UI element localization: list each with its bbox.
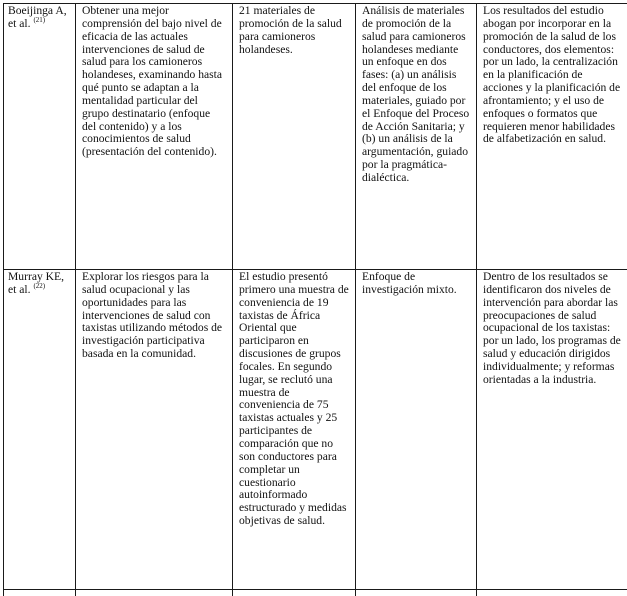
studies-table — [3, 3, 627, 596]
author-text: Boeijinga A, et al. — [8, 4, 67, 30]
reference-number: (21) — [33, 16, 45, 24]
method-text: Enfoque de investigación mixto. — [362, 271, 471, 297]
objective-cell — [76, 4, 233, 270]
empty-cell — [477, 590, 627, 596]
table-row — [4, 4, 627, 270]
sample-text: 21 materiales de promoción de la salud para camioneros holandeses. — [239, 5, 350, 56]
method-cell — [356, 270, 477, 590]
method-text: Análisis de materiales de promoción de la salud para camioneros holandeses mediante un enfoque en dos fases: (a) un análisis del enfoque de los materiales, guiado por el Enfoque del Proceso de Acción Sanitaria; y (b) un análisis de la argumentación, guiado por la pragmática-dialéctica. — [362, 5, 471, 185]
author-cell — [4, 4, 76, 270]
studies-table-container — [3, 3, 623, 596]
empty-cell — [233, 590, 356, 596]
empty-cell — [356, 590, 477, 596]
results-text: Los resultados del estudio abogan por incorporar en la promoción de la salud de los conductores, dos elementos: por un lado, la centralización en la planificación de acciones y la planificación de afrontamiento; y el uso de enfoques o formatos que requieren menor habilidades de alfabetización en salud. — [483, 5, 624, 146]
sample-text: El estudio presentó primero una muestra de conveniencia de 19 taxistas de África Oriental que participaron en discusiones de grupos focales. En segundo lugar, se reclutó una muestra de conveniencia de 75 taxistas actuales y 25 participantes de comparación que no son conductores para completar un cuestionario autoinformado estructurado y medidas objetivas de salud. — [239, 271, 350, 528]
sample-cell — [233, 4, 356, 270]
empty-cell — [76, 590, 233, 596]
author-text: Murray KE, et al. — [8, 270, 64, 296]
method-cell — [356, 4, 477, 270]
results-text: Dentro de los resultados se identificaron dos niveles de intervención para abordar las preocupaciones de salud ocupacional de los taxistas: por un lado, los programas de salud y educación dirigidos individualmente; y reformas orientadas a la industria. — [483, 271, 624, 387]
objective-text: Explorar los riesgos para la salud ocupacional y las oportunidades para las intervenciones de salud con taxistas utilizando métodos de investigación participativa basada en la comunidad. — [82, 271, 227, 361]
sample-cell — [233, 270, 356, 590]
table-row-empty — [4, 590, 627, 596]
results-cell — [477, 4, 627, 270]
objective-cell — [76, 270, 233, 590]
empty-cell — [4, 590, 76, 596]
reference-number: (22) — [33, 282, 45, 290]
objective-text: Obtener una mejor comprensión del bajo nivel de eficacia de las actuales intervenciones de salud de salud para los camioneros holandeses, examinando hasta qué punto se adaptan a la mentalidad particular del grupo destinatario (enfoque del contenido) y a los conocimientos de salud (presentación del contenido). — [82, 5, 227, 159]
table-row — [4, 270, 627, 590]
author-cell — [4, 270, 76, 590]
results-cell — [477, 270, 627, 590]
